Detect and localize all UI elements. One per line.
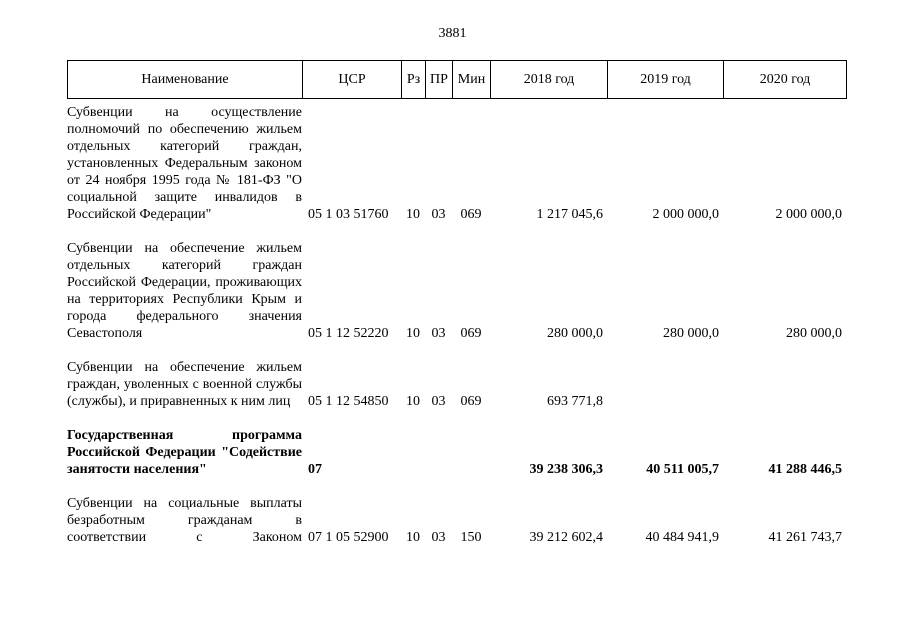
- row-pr: 03: [431, 394, 446, 409]
- row-2019: 40 511 005,7: [646, 462, 719, 477]
- table-row: [67, 427, 846, 478]
- row-name: Субвенции на обеспечение жильем отдельных категорий граждан Российской Федерации, проживающих на территориях Республики Крым и города федерального значения Севастополя: [67, 241, 302, 341]
- table-row: [67, 359, 846, 410]
- table-row: [67, 495, 846, 546]
- column-header-name: Наименование: [68, 61, 303, 99]
- row-rz: 10: [406, 326, 420, 341]
- row-csr: 07 1 05 52900: [308, 530, 389, 545]
- row-rz: [401, 427, 425, 478]
- row-csr: 07: [308, 462, 322, 477]
- table-row: [67, 240, 846, 342]
- row-min: 069: [460, 207, 482, 222]
- row-2018: 280 000,0: [547, 326, 603, 341]
- column-header-pr: ПР: [426, 61, 453, 99]
- row-pr: 03: [431, 207, 446, 222]
- row-min: 150: [460, 530, 482, 545]
- row-2019: 40 484 941,9: [645, 530, 719, 545]
- row-2018: 693 771,8: [547, 394, 603, 409]
- column-header-min: Мин: [453, 61, 491, 99]
- row-rz: 10: [406, 207, 420, 222]
- column-header-2018: 2018 год: [491, 61, 608, 99]
- column-header-rz: Рз: [402, 61, 426, 99]
- row-min: 069: [460, 394, 482, 409]
- row-2018: 39 212 602,4: [529, 530, 603, 545]
- row-2018: 1 217 045,6: [536, 207, 603, 222]
- table-header: [67, 60, 847, 99]
- page-number: 3881: [438, 26, 467, 41]
- row-2019: 2 000 000,0: [652, 207, 719, 222]
- column-header-csr: ЦСР: [303, 61, 402, 99]
- table-body: [67, 104, 846, 546]
- row-csr: 05 1 12 54850: [308, 394, 389, 409]
- column-header-2019: 2019 год: [608, 61, 724, 99]
- row-2019: 280 000,0: [663, 326, 719, 341]
- row-2020: 41 288 446,5: [768, 462, 842, 477]
- row-name: Субвенции на обеспечение жильем граждан, уволенных с военной службы (службы), и приравненных к ним лиц: [67, 360, 302, 409]
- row-name: Субвенции на осуществление полномочий по обеспечению жильем отдельных категорий граждан, установленных Федеральным законом от 24 ноября 1995 года № 181-ФЗ "О социальной защите инвалидов в Российской Федерации": [67, 105, 302, 222]
- row-name: Государственная программа Российской Федерации "Содействие занятости населения": [67, 428, 302, 477]
- row-2019: [607, 359, 723, 410]
- row-min: 069: [460, 326, 482, 341]
- row-csr: 05 1 12 52220: [308, 326, 389, 341]
- row-csr: 05 1 03 51760: [308, 207, 389, 222]
- row-2020: [723, 359, 846, 410]
- table-row: [67, 104, 846, 223]
- row-2020: 280 000,0: [786, 326, 842, 341]
- column-header-2020: 2020 год: [724, 61, 847, 99]
- row-rz: 10: [406, 530, 420, 545]
- row-rz: 10: [406, 394, 420, 409]
- row-pr: 03: [431, 326, 446, 341]
- row-2018: 39 238 306,3: [529, 462, 603, 477]
- row-min: [452, 427, 490, 478]
- row-pr: 03: [431, 530, 446, 545]
- row-2020: 41 261 743,7: [768, 530, 842, 545]
- row-pr: [425, 427, 452, 478]
- row-2020: 2 000 000,0: [775, 207, 842, 222]
- row-name: Субвенции на социальные выплаты безработным гражданам в соответствии с Законом: [67, 496, 302, 545]
